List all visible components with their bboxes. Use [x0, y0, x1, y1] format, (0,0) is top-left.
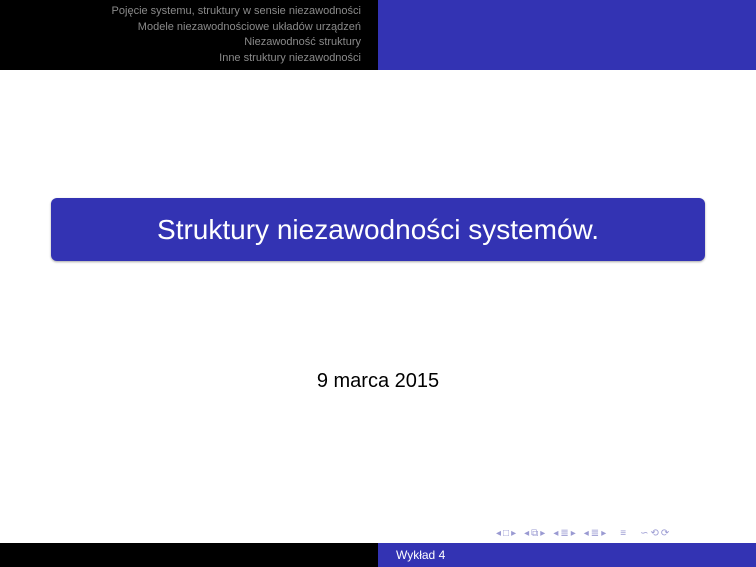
search-icon[interactable]: ∽: [640, 527, 649, 539]
section-prev-arrow-icon[interactable]: ◂: [553, 527, 559, 539]
headline-bar: [0, 0, 756, 70]
sub-prev-arrow-icon[interactable]: ◂: [583, 527, 589, 539]
slide-date: 9 marca 2015: [316, 370, 440, 392]
section-next-arrow-icon[interactable]: ▸: [570, 527, 576, 539]
footline-left-panel: [0, 543, 378, 567]
title-block: [51, 198, 705, 261]
sub-next-arrow-icon[interactable]: ▸: [601, 527, 607, 539]
subsection-prev-arrow-icon[interactable]: ◂: [524, 527, 530, 539]
subsection-icon[interactable]: ⧉: [531, 527, 539, 539]
frame-prev-arrow-icon[interactable]: ◂: [496, 527, 502, 539]
section-link-1[interactable]: Pojęcie systemu, struktury w sensie niezawodności: [111, 5, 361, 17]
section-link-3[interactable]: Niezawodność struktury: [244, 36, 361, 48]
section-icon[interactable]: ≣: [560, 527, 569, 539]
lecture-label: Wykład 4: [396, 548, 446, 562]
headline-right-panel: [378, 0, 756, 70]
undo-icon[interactable]: ⟲: [650, 527, 659, 539]
sub-icon[interactable]: ≣: [590, 527, 600, 539]
frame-next-arrow-icon[interactable]: ▸: [511, 527, 517, 539]
footline-bar: [0, 543, 756, 567]
subsection-next-arrow-icon[interactable]: ▸: [540, 527, 546, 539]
section-link-4[interactable]: Inne struktury niezawodności: [219, 51, 361, 64]
document-icon[interactable]: ≡: [620, 527, 627, 539]
section-navigation: [0, 0, 378, 70]
beamer-navigation-symbols: [496, 525, 669, 541]
redo-icon[interactable]: ⟳: [660, 527, 670, 539]
section-link-2[interactable]: Modele niezawodnościowe układów urządzeń: [137, 20, 361, 33]
slide-title: Struktury niezawodności systemów.: [157, 213, 599, 245]
frame-icon[interactable]: □: [503, 527, 510, 539]
footline-right-panel: [378, 543, 756, 567]
